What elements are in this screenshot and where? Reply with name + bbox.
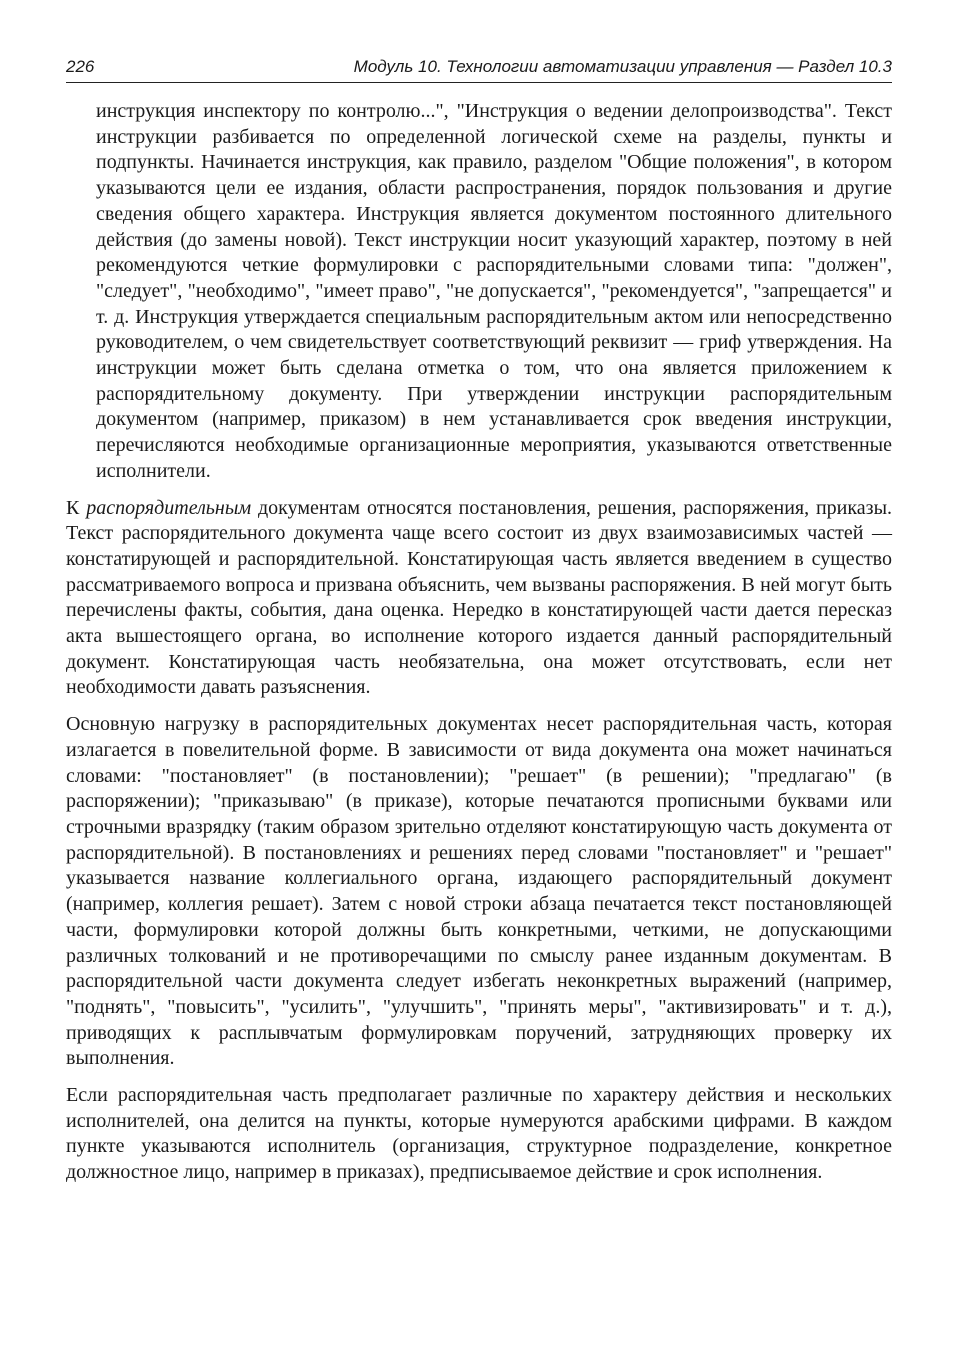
paragraph-lead: К — [66, 496, 87, 519]
running-title: Модуль 10. Технологии автоматизации управления — Раздел 10.3 — [353, 57, 892, 76]
page-header — [66, 56, 892, 83]
paragraph-directive-part: Основную нагрузку в распорядительных документах несет распорядительная часть, которая излагается в повелительной форме. В зависимости от вида документа она может начинаться словами: "постановляет" (в постановлении); "решает" (в решении); "предлагаю" (в распоряжении); "приказываю" (в приказе), которые печатаются прописными буквами или строчными вразрядку (таким образом зрительно отделяют констатирующую часть документа от распорядительной). В постановлениях и решениях перед словами "постановляет" и "решает" указывается название коллегиального органа, издающего распорядительный документ (например, коллегия решает). Затем с новой строки абзаца печатается текст постановляющей части, формулировки которой должны быть конкретными, четкими, не допускающими различных толкований и не противоречащими по смыслу ранее изданным документам. В распорядительной части документа следует избегать неконкретных выражений (например, "поднять", "повысить", "усилить", "улучшить", "принять меры", "активизировать" и т. д.), приводящих к расплывчатым формулировкам поручений, затрудняющих проверку их выполнения. — [66, 713, 892, 1070]
paragraph-instruction-description: инструкция инспектору по контролю...", "Инструкция о ведении делопроизводства". Текст инструкции разбивается по определенной логической схеме на разделы, пункты и подпункты. Начинается инструкция, как правило, разделом "Общие положения", в котором указываются цели ее издания, области распространения, порядок пользования и другие сведения общего характера. Инструкция является документом постоянного длительного действия (до замены новой). Текст инструкции носит указующий характер, поэтому в ней рекомендуются четкие формулировки с распорядительными словами типа: "должен", "следует", "необходимо", "имеет право", "не допускается", "рекомендуется", "запрещается" и т. д. Инструкция утверждается специальным распорядительным актом или непосредственно руководителем, о чем свидетельствует соответствующий реквизит — гриф утверждения. На инструкции может быть сделана отметка о том, что она является приложением к распорядительному документу. При утверждении инструкции распорядительным документом (например, приказом) в нем устанавливается срок введения инструкции, перечисляются необходимые организационные мероприятия, указываются ответственные исполнители. — [96, 100, 892, 482]
page-number: 226 — [66, 57, 95, 76]
body-text — [66, 99, 892, 1197]
paragraph-body: документам относятся постановления, решения, распоряжения, приказы. Текст распорядительного документа чаще всего состоит из двух взаимозависимых частей — констатирующей и распорядительной. Констатирующая часть является введением в существо рассматриваемого вопроса и призвана объяснить, чем вызваны распоряжения. В ней могут быть перечислены факты, события, дана оценка. Нередко в констатирующей части дается пересказ акта вышестоящего органа, во исполнение которого издается данный распорядительный документ. Констатирующая часть необязательна, она может отсутствовать, если нет необходимости давать разъяснения. — [66, 496, 893, 699]
emphasized-term: распорядительным — [86, 496, 252, 519]
paragraph-directive-documents — [66, 496, 892, 702]
paragraph-numbered-items: Если распорядительная часть предполагает различные по характеру действия и нескольких исполнителей, она делится на пункты, которые нумеруются арабскими цифрами. В каждом пункте указываются исполнитель (организация, структурное подразделение, конкретное должностное лицо, например в приказах), предписываемое действие и срок исполнения. — [66, 1084, 892, 1184]
